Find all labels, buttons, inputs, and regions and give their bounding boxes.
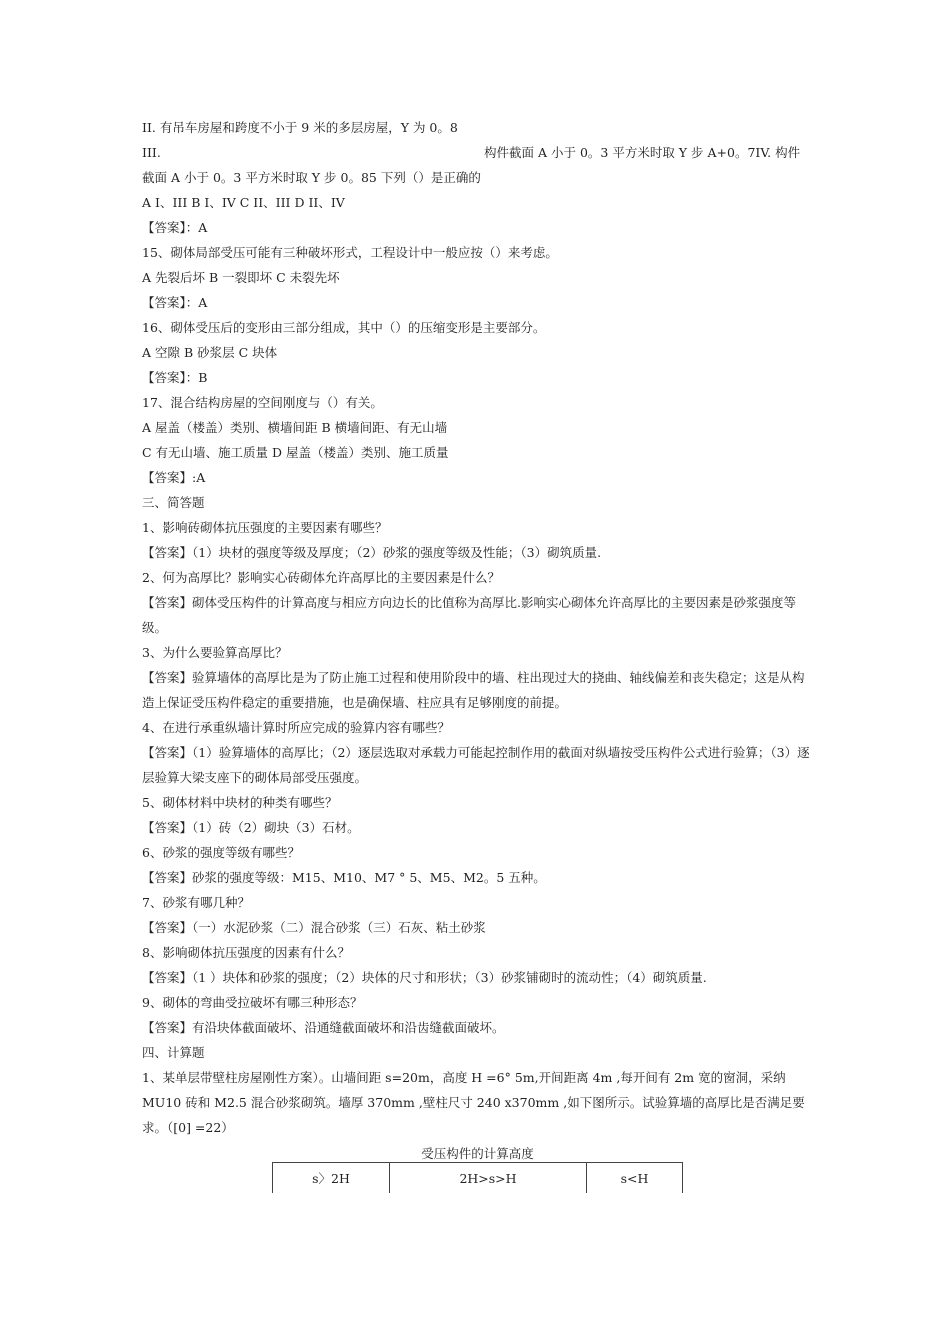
section-heading: 三、简答题 — [142, 495, 205, 510]
table-row — [273, 1163, 683, 1194]
text-line: A I、III B I、IV C II、III D II、IV — [142, 195, 345, 210]
answer-paragraph: 【答案】砌体受压构件的计算高度与相应方向边长的比值称为高厚比.影响实心砌体允许高厚比的主要因素是砂浆强度等级。 — [142, 595, 796, 635]
text-line: 截面 A 小于 0。3 平方米时取 Y 步 0。85 下列（）是正确的 — [142, 170, 481, 185]
question-line: 8、影响砌体抗压强度的因素有什么？ — [142, 945, 350, 960]
calc-height-table — [272, 1162, 683, 1193]
problem-paragraph: 1、某单层带壁柱房屋刚性方案）。山墙间距 s=20m，高度 H =6° 5m,开间距离 4m ,每开间有 2m 宽的窗洞，采纳 MU10 砖和 M2.5 混合砂浆砌筑。墙厚 370mm ,壁柱尺寸 240 x370mm ,如下图所示。试验算墙的高厚比是否满足要求。（[0] =22） — [142, 1070, 805, 1135]
table-caption: 受压构件的计算高度 — [421, 1146, 534, 1161]
question-line: 16、砌体受压后的变形由三部分组成，其中（）的压缩变形是主要部分。 — [142, 320, 546, 335]
answer-line: 【答案】：B — [142, 370, 208, 385]
options-line: A 先裂后坏 B 一裂即坏 C 未裂先坏 — [142, 270, 340, 285]
table-header-cell: 2H>s>H — [390, 1163, 587, 1194]
answer-line: 【答案】（1）砖（2）砌块（3）石材。 — [142, 820, 360, 835]
question-line: 4、在进行承重纵墙计算时所应完成的验算内容有哪些？ — [142, 720, 450, 735]
text-line: 构件截面 A 小于 0。3 平方米时取 Y 步 A+0。7IV. 构件 — [484, 145, 801, 160]
section-heading: 四、计算题 — [142, 1045, 205, 1060]
question-line: 15、砌体局部受压可能有三种破坏形式，工程设计中一般应按（）来考虑。 — [142, 245, 558, 260]
table-header-cell: s<H — [587, 1163, 683, 1194]
question-line: 6、砂浆的强度等级有哪些？ — [142, 845, 300, 860]
answer-line: 【答案】:A — [142, 470, 206, 485]
options-line: A 空隙 B 砂浆层 C 块体 — [142, 345, 278, 360]
question-line: 7、砂浆有哪几种？ — [142, 895, 250, 910]
answer-line: 【答案】（1 ）块体和砂浆的强度；（2）块体的尺寸和形状；（3）砂浆铺砌时的流动性；（4）砌筑质量. — [142, 970, 707, 985]
answer-line: 【答案】（一）水泥砂浆（二）混合砂浆（三）石灰、粘土砂浆 — [142, 920, 486, 935]
question-line: 17、混合结构房屋的空间刚度与（）有关。 — [142, 395, 383, 410]
answer-line: 【答案】有沿块体截面破坏、沿通缝截面破坏和沿齿缝截面破坏。 — [142, 1020, 505, 1035]
answer-line: 【答案】砂浆的强度等级：M15、M10、M7 ° 5、M5、M2。5 五种。 — [142, 870, 546, 885]
options-line: C 有无山墙、施工质量 D 屋盖（楼盖）类别、施工质量 — [142, 445, 449, 460]
question-line: 5、砌体材料中块材的种类有哪些？ — [142, 795, 338, 810]
table-header-cell: s〉2H — [273, 1163, 390, 1194]
question-line: 1、影响砖砌体抗压强度的主要因素有哪些？ — [142, 520, 388, 535]
answer-paragraph: 【答案】验算墙体的高厚比是为了防止施工过程和使用阶段中的墙、柱出现过大的挠曲、轴线偏差和丧失稳定；这是从构造上保证受压构件稳定的重要措施，也是确保墙、柱应具有足够刚度的前提。 — [142, 670, 805, 710]
question-line: 3、为什么要验算高厚比？ — [142, 645, 288, 660]
options-line: A 屋盖（楼盖）类别、横墙间距 B 横墙间距、有无山墙 — [142, 420, 448, 435]
text-line: II. 有吊车房屋和跨度不小于 9 米的多层房屋，Y 为 0。8 — [142, 120, 458, 135]
text-line: III. — [142, 145, 161, 160]
question-line: 9、砌体的弯曲受拉破坏有哪三种形态？ — [142, 995, 363, 1010]
answer-line: 【答案】：A — [142, 295, 208, 310]
answer-line: 【答案】：A — [142, 220, 208, 235]
answer-line: 【答案】（1）块材的强度等级及厚度；（2）砂浆的强度等级及性能；（3）砌筑质量. — [142, 545, 602, 560]
question-line: 2、何为高厚比？影响实心砖砌体允许高厚比的主要因素是什么？ — [142, 570, 500, 585]
answer-paragraph: 【答案】（1）验算墙体的高厚比；（2）逐层选取对承载力可能起控制作用的截面对纵墙按受压构件公式进行验算；（3）逐层验算大梁支座下的砌体局部受压强度。 — [142, 745, 810, 785]
